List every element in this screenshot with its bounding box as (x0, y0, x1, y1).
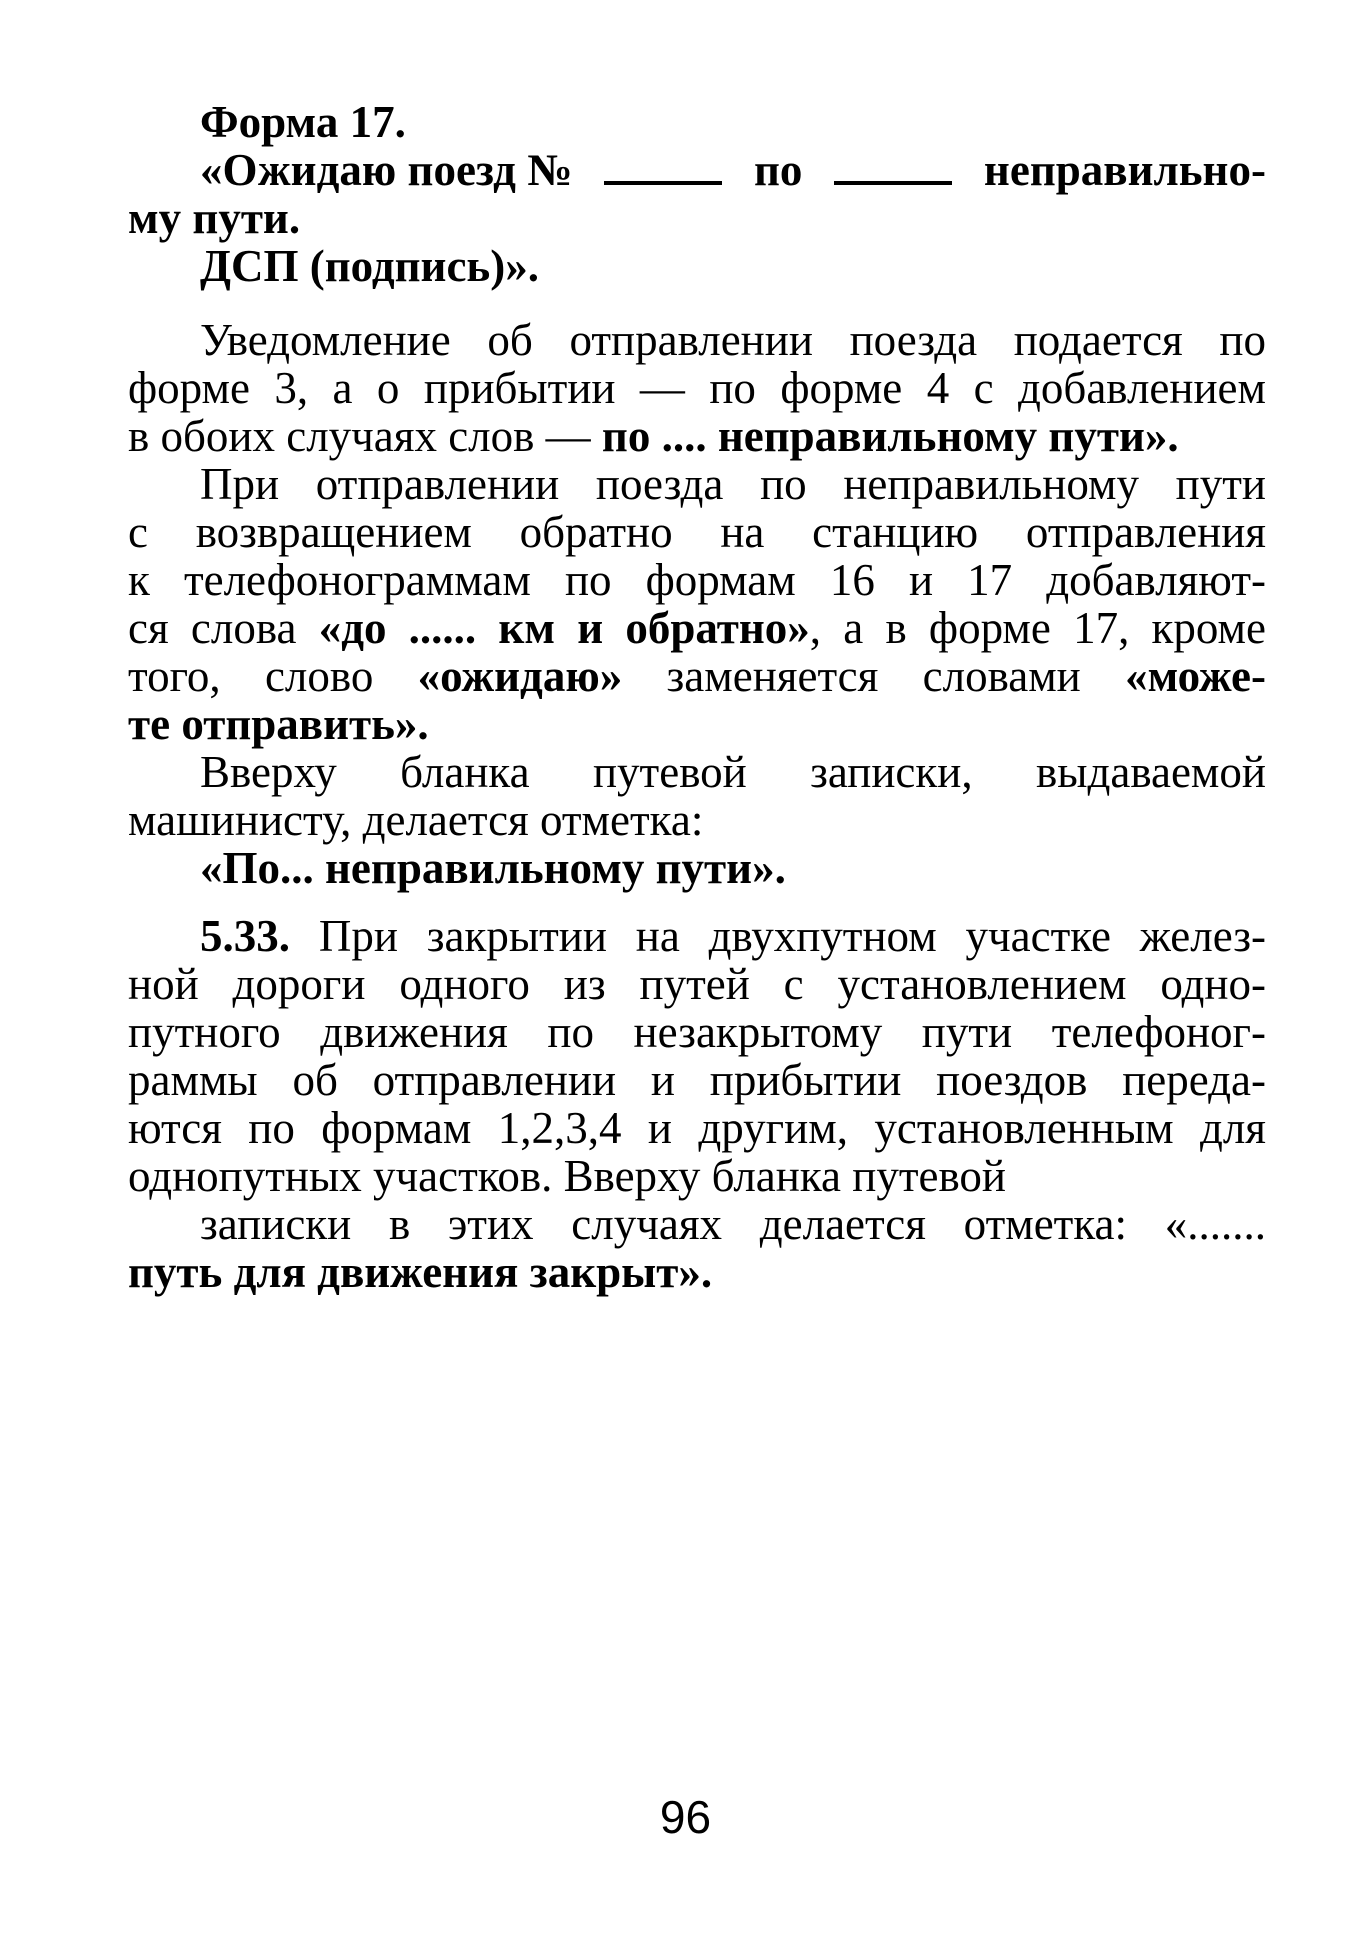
text-span: ся слова (128, 603, 319, 653)
text-line: путного движения по незакрытому пути телефоног- (128, 1007, 1266, 1057)
text-line: те отправить». (128, 699, 429, 749)
text-line: При отправлении поезда по неправильному пути (200, 459, 1266, 509)
text-line: ной дороги одного из путей с установлением одно- (128, 959, 1266, 1009)
text-line: раммы об отправлении и прибытии поездов переда- (128, 1055, 1266, 1105)
paragraph-5-33 (128, 912, 1266, 1296)
train-number-blank (604, 151, 722, 185)
form-text-b: по (753, 145, 803, 195)
form-text-line-1 (128, 146, 1266, 194)
paragraph-notification (128, 316, 1266, 460)
text-line: ются по формам 1,2,3,4 и другим, установленным для (128, 1103, 1266, 1153)
bold-phrase: по .... неправильному пути». (601, 411, 1179, 461)
page-content (128, 98, 1266, 1296)
bold-phrase: «ожидаю» (417, 651, 623, 701)
text-line (128, 604, 1266, 652)
text-span: того, слово (128, 651, 418, 701)
mark-line: «По... неправильному пути». (200, 843, 786, 893)
text-line: машинисту, делается отметка: (128, 795, 704, 845)
text-line (128, 652, 1266, 700)
form-text-line-2: му пути. (128, 193, 301, 243)
section-number: 5.33. (200, 911, 290, 961)
text-line: однопутных участков. Вверху бланка путевой (128, 1151, 1007, 1201)
text-line: путь для движения закрыт». (128, 1247, 713, 1297)
text-span: заменяется словами (622, 651, 1126, 701)
bold-phrase: «до ...... км и обратно» (318, 603, 810, 653)
form-signature-line: ДСП (подпись)». (200, 241, 539, 291)
form-text-c: неправильно- (983, 145, 1266, 195)
page-number: 96 (659, 1791, 712, 1843)
text-line: форме 3, а о прибытии — по форме 4 с добавлением (128, 363, 1266, 413)
bold-phrase: «може- (1125, 651, 1266, 701)
track-blank (834, 151, 952, 185)
text-line (128, 912, 1266, 960)
form-text-a: «Ожидаю поезд № (200, 145, 573, 195)
text-line: записки в этих случаях делается отметка: «....... (200, 1199, 1266, 1249)
text-line: с возвращением обратно на станцию отправления (128, 507, 1266, 557)
text-span: , а в форме 17, кроме (809, 603, 1266, 653)
text-span: При закрытии на двухпутном участке желез- (290, 911, 1266, 961)
paragraph-return-trip (128, 460, 1266, 748)
text-span: в обоих случаях слов — (128, 411, 602, 461)
form-block (128, 98, 1266, 290)
paragraph-route-note (128, 748, 1266, 892)
text-line (128, 412, 1266, 460)
text-line: Вверху бланка путевой записки, выдаваемой (200, 747, 1266, 797)
text-line: к телефонограммам по формам 16 и 17 добавляют- (128, 555, 1266, 605)
text-line: Уведомление об отправлении поезда подается по (200, 315, 1266, 365)
form-title: Форма 17. (200, 97, 406, 147)
